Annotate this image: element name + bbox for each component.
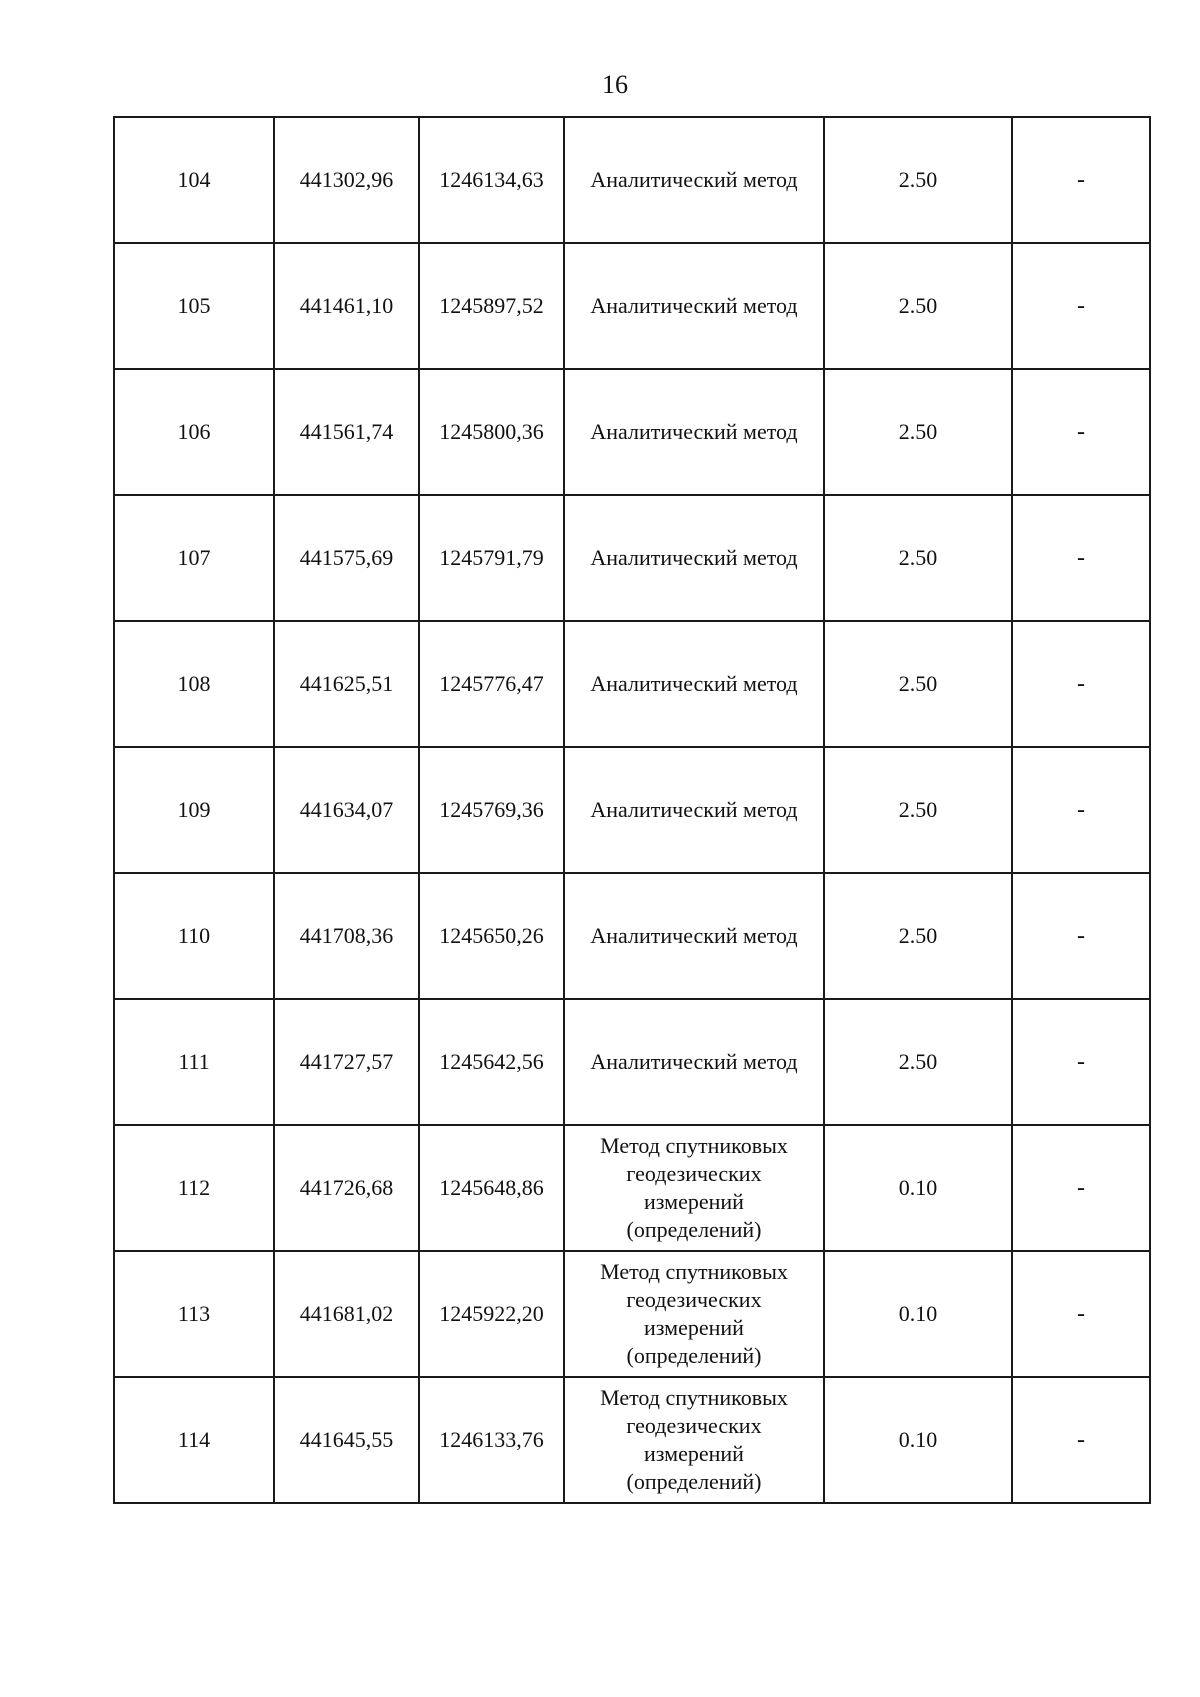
method-cell <box>564 369 824 495</box>
table-row <box>114 999 1150 1125</box>
coord-y: 1245769,36 <box>419 747 564 873</box>
coord-x: 441681,02 <box>274 1251 419 1377</box>
accuracy: 2.50 <box>824 369 1012 495</box>
point-number: 111 <box>114 999 274 1125</box>
method-text: Аналитический метод <box>590 167 798 192</box>
method-cell <box>564 495 824 621</box>
coord-y: 1245650,26 <box>419 873 564 999</box>
accuracy: 0.10 <box>824 1125 1012 1251</box>
coord-x: 441461,10 <box>274 243 419 369</box>
method-text: Аналитический метод <box>590 797 798 822</box>
table-row <box>114 873 1150 999</box>
coord-x: 441726,68 <box>274 1125 419 1251</box>
method-cell <box>564 1251 824 1377</box>
description: - <box>1012 1251 1150 1377</box>
coord-x: 441302,96 <box>274 117 419 243</box>
method-text: Аналитический метод <box>590 671 798 696</box>
method-cell <box>564 999 824 1125</box>
coord-y: 1245897,52 <box>419 243 564 369</box>
accuracy: 2.50 <box>824 873 1012 999</box>
table-row <box>114 1251 1150 1377</box>
method-text: Аналитический метод <box>590 419 798 444</box>
table-row <box>114 495 1150 621</box>
point-number: 112 <box>114 1125 274 1251</box>
table-row <box>114 1125 1150 1251</box>
method-text: Метод спутниковых геодезических измерений (определений) <box>600 1259 788 1368</box>
description: - <box>1012 369 1150 495</box>
method-cell <box>564 1377 824 1503</box>
method-cell <box>564 621 824 747</box>
accuracy: 2.50 <box>824 999 1012 1125</box>
coord-x: 441625,51 <box>274 621 419 747</box>
point-number: 107 <box>114 495 274 621</box>
description: - <box>1012 873 1150 999</box>
point-number: 109 <box>114 747 274 873</box>
coord-y: 1245800,36 <box>419 369 564 495</box>
accuracy: 2.50 <box>824 243 1012 369</box>
coord-y: 1245922,20 <box>419 1251 564 1377</box>
accuracy: 2.50 <box>824 495 1012 621</box>
coord-x: 441575,69 <box>274 495 419 621</box>
table-row <box>114 117 1150 243</box>
point-number: 108 <box>114 621 274 747</box>
accuracy: 0.10 <box>824 1377 1012 1503</box>
coordinates-table <box>113 116 1151 1504</box>
method-text: Аналитический метод <box>590 1049 798 1074</box>
point-number: 110 <box>114 873 274 999</box>
description: - <box>1012 999 1150 1125</box>
coord-y: 1245776,47 <box>419 621 564 747</box>
description: - <box>1012 747 1150 873</box>
method-cell <box>564 117 824 243</box>
point-number: 104 <box>114 117 274 243</box>
method-text: Аналитический метод <box>590 923 798 948</box>
method-text: Метод спутниковых геодезических измерений (определений) <box>600 1133 788 1242</box>
accuracy: 2.50 <box>824 747 1012 873</box>
description: - <box>1012 1377 1150 1503</box>
method-text: Аналитический метод <box>590 545 798 570</box>
description: - <box>1012 117 1150 243</box>
coord-x: 441561,74 <box>274 369 419 495</box>
coord-x: 441727,57 <box>274 999 419 1125</box>
description: - <box>1012 495 1150 621</box>
method-cell <box>564 243 824 369</box>
method-text: Метод спутниковых геодезических измерений (определений) <box>600 1385 788 1494</box>
coord-y: 1245642,56 <box>419 999 564 1125</box>
method-cell <box>564 873 824 999</box>
accuracy: 0.10 <box>824 1251 1012 1377</box>
coord-y: 1245648,86 <box>419 1125 564 1251</box>
method-text: Аналитический метод <box>590 293 798 318</box>
table-row <box>114 243 1150 369</box>
table-body <box>114 117 1150 1503</box>
coord-y: 1245791,79 <box>419 495 564 621</box>
table-row <box>114 369 1150 495</box>
coord-y: 1246134,63 <box>419 117 564 243</box>
point-number: 105 <box>114 243 274 369</box>
point-number: 106 <box>114 369 274 495</box>
coord-y: 1246133,76 <box>419 1377 564 1503</box>
table-row <box>114 621 1150 747</box>
description: - <box>1012 243 1150 369</box>
method-cell <box>564 747 824 873</box>
accuracy: 2.50 <box>824 117 1012 243</box>
accuracy: 2.50 <box>824 621 1012 747</box>
coord-x: 441645,55 <box>274 1377 419 1503</box>
coord-x: 441634,07 <box>274 747 419 873</box>
description: - <box>1012 621 1150 747</box>
coord-x: 441708,36 <box>274 873 419 999</box>
table-row <box>114 1377 1150 1503</box>
point-number: 114 <box>114 1377 274 1503</box>
point-number: 113 <box>114 1251 274 1377</box>
method-cell <box>564 1125 824 1251</box>
table-row <box>114 747 1150 873</box>
description: - <box>1012 1125 1150 1251</box>
page-number: 16 <box>602 70 628 99</box>
